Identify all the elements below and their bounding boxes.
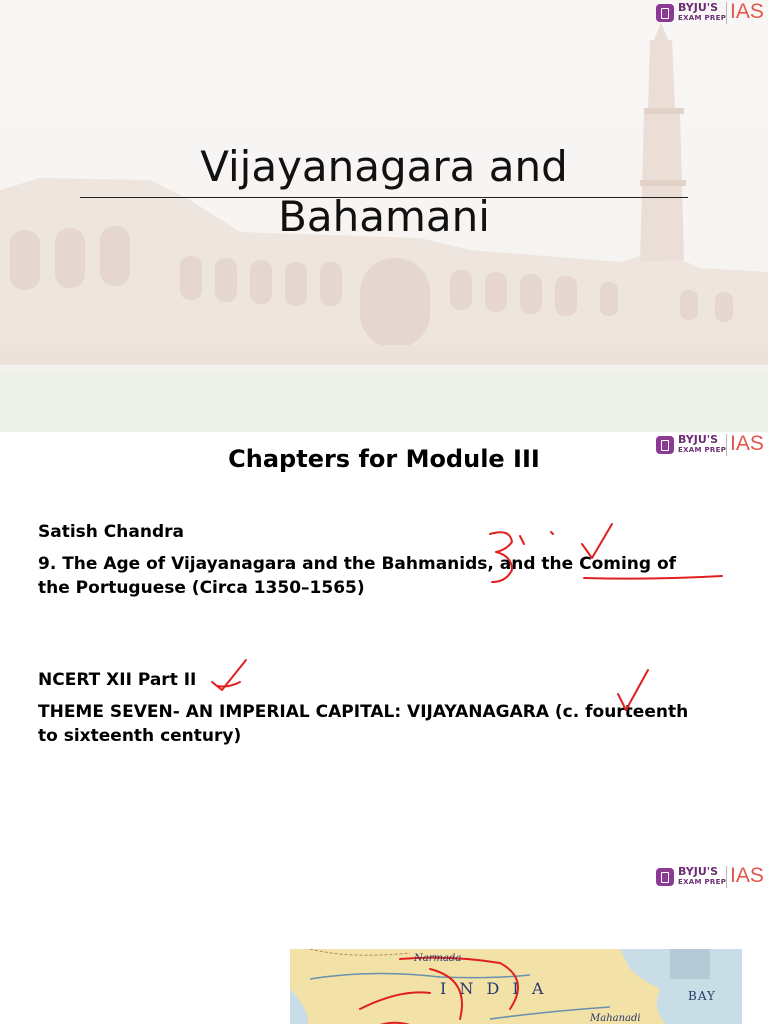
author-name: Satish Chandra (38, 522, 184, 542)
logo-sub: EXAM PREP (678, 446, 727, 454)
label-mahanadi: Mahanadi (590, 1013, 641, 1024)
theme-line-2: to sixteenth century) (38, 726, 242, 746)
byjus-badge-icon (656, 4, 674, 22)
chapter-line-1: 9. The Age of Vijayanagara and the Bahmanids, and the Coming of (38, 554, 677, 574)
map-slide (0, 832, 768, 1024)
chapter-line-2: the Portuguese (Circa 1350–1565) (38, 578, 365, 598)
title-rule (80, 197, 688, 198)
chapters-slide (0, 432, 768, 832)
logo-ias: IAS (730, 432, 764, 455)
label-india: I N D I A (440, 979, 548, 998)
ncert-reference: NCERT XII Part II (38, 670, 197, 690)
logo-brand: BYJU'S (678, 865, 719, 878)
india-map (290, 949, 742, 1024)
logo-separator (726, 866, 727, 888)
handwritten-annotations (0, 432, 768, 832)
logo-brand: BYJU'S (678, 1, 719, 14)
logo-sub: EXAM PREP (678, 14, 727, 22)
title-line-1: Vijayanagara and (200, 142, 568, 191)
logo-ias: IAS (730, 0, 764, 23)
title-slide (0, 0, 768, 432)
logo-ias: IAS (730, 864, 764, 887)
module-heading: Chapters for Module III (228, 445, 540, 473)
theme-line-1: THEME SEVEN- AN IMPERIAL CAPITAL: VIJAYANAGARA (c. fourteenth (38, 702, 689, 722)
logo-separator (726, 2, 727, 24)
label-narmada: Narmada (414, 953, 462, 964)
logo-brand: BYJU'S (678, 433, 719, 446)
slide-title (80, 142, 688, 242)
title-line-2: Bahamani (278, 192, 490, 241)
label-bay: BAY (688, 989, 716, 1003)
byjus-badge-icon (656, 868, 674, 886)
logo-sub: EXAM PREP (678, 878, 727, 886)
